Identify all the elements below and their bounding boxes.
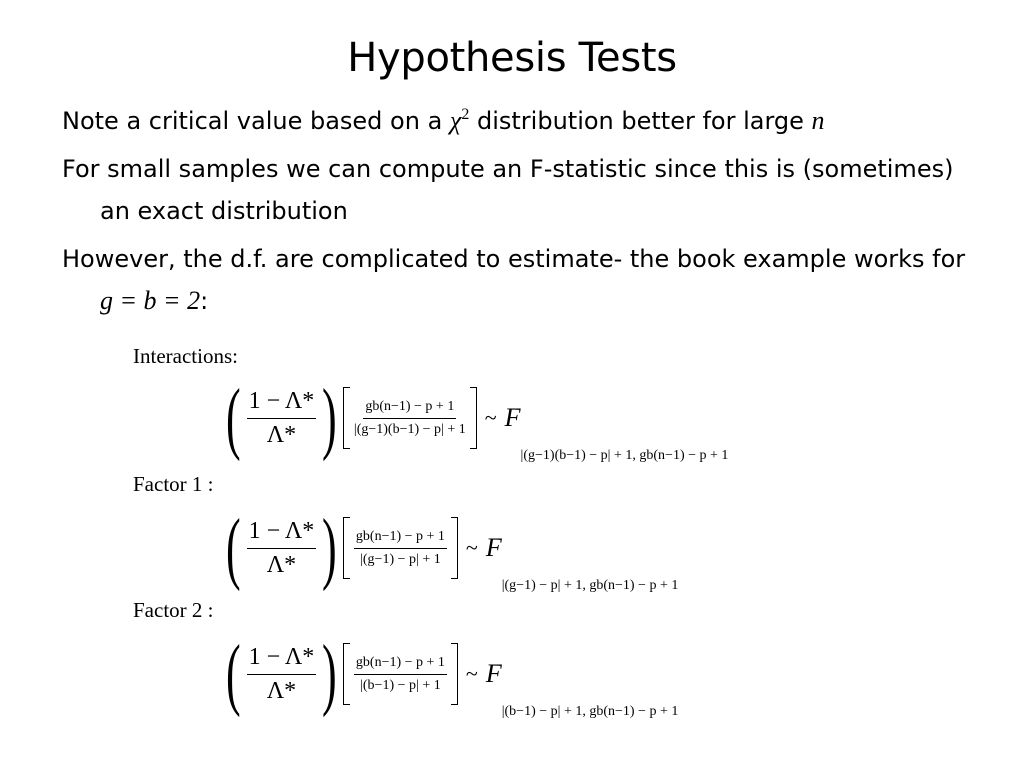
paren-left: ( xyxy=(225,374,241,462)
formula-factor2 xyxy=(220,630,679,719)
bracket-right xyxy=(451,517,458,579)
lambda-fraction xyxy=(247,388,317,449)
equation-label-interactions: Interactions: xyxy=(133,344,238,368)
df-denominator: |(g−1) − p| + 1 xyxy=(360,551,441,567)
lambda-denominator: Λ* xyxy=(266,551,297,578)
df-numerator: gb(n−1) − p + 1 xyxy=(354,655,447,675)
f-symbol: F xyxy=(485,533,502,562)
math-var-n: n xyxy=(811,106,825,135)
formula-factor1 xyxy=(220,504,679,593)
bullet-text: For small samples we can compute an F-statistic since this is (sometimes) an exact distribution xyxy=(62,155,954,225)
df-fraction xyxy=(354,399,466,438)
slide-title: Hypothesis Tests xyxy=(347,35,677,81)
lambda-denominator: Λ* xyxy=(266,677,297,704)
chi-symbol: χ xyxy=(449,106,462,135)
df-numerator: gb(n−1) − p + 1 xyxy=(363,399,456,419)
f-subscript: |(b−1) − p| + 1, gb(n−1) − p + 1 xyxy=(501,704,679,719)
paren-right: ) xyxy=(322,504,337,592)
bullet-text: : xyxy=(200,287,209,315)
lambda-numerator: 1 − Λ* xyxy=(247,518,317,549)
f-subscript: |(g−1) − p| + 1, gb(n−1) − p + 1 xyxy=(501,578,679,593)
lambda-numerator: 1 − Λ* xyxy=(247,644,317,675)
df-fraction xyxy=(354,655,447,694)
df-fraction xyxy=(354,529,447,568)
bracket-left xyxy=(343,387,350,449)
bullet-list xyxy=(62,100,982,328)
lambda-numerator: 1 − Λ* xyxy=(247,388,317,419)
paren-left: ( xyxy=(225,504,241,592)
lambda-fraction xyxy=(247,518,317,579)
bullet-df xyxy=(62,238,982,322)
lambda-fraction xyxy=(247,644,317,705)
equation-label-factor2: Factor 2 : xyxy=(133,598,214,622)
bullet-chi-square xyxy=(62,100,982,142)
bullet-text: However, the d.f. are complicated to estimate- the book example works for xyxy=(62,245,966,273)
bullet-text: Note a critical value based on a xyxy=(62,107,450,135)
bracket-right xyxy=(451,643,458,705)
df-numerator: gb(n−1) − p + 1 xyxy=(354,529,447,549)
df-denominator: |(b−1) − p| + 1 xyxy=(360,677,441,693)
tilde-symbol: ~ xyxy=(465,535,478,560)
math-g-b-2: g = b = 2 xyxy=(100,286,201,315)
equation-label-factor1: Factor 1 : xyxy=(133,472,214,496)
paren-right: ) xyxy=(322,374,337,462)
bracket-left xyxy=(343,643,350,705)
lambda-denominator: Λ* xyxy=(266,421,297,448)
paren-left: ( xyxy=(225,630,241,718)
bullet-text: distribution better for large xyxy=(469,107,812,135)
bullet-f-statistic xyxy=(62,148,982,232)
df-denominator: |(g−1)(b−1) − p| + 1 xyxy=(353,421,466,437)
f-subscript: |(g−1)(b−1) − p| + 1, gb(n−1) − p + 1 xyxy=(520,448,729,463)
f-symbol: F xyxy=(485,659,502,688)
f-symbol: F xyxy=(504,403,521,432)
bracket-left xyxy=(343,517,350,579)
tilde-symbol: ~ xyxy=(484,405,497,430)
bracket-right xyxy=(470,387,477,449)
tilde-symbol: ~ xyxy=(465,661,478,686)
chi-exponent: 2 xyxy=(461,106,470,123)
paren-right: ) xyxy=(322,630,337,718)
formula-interactions xyxy=(220,374,729,463)
